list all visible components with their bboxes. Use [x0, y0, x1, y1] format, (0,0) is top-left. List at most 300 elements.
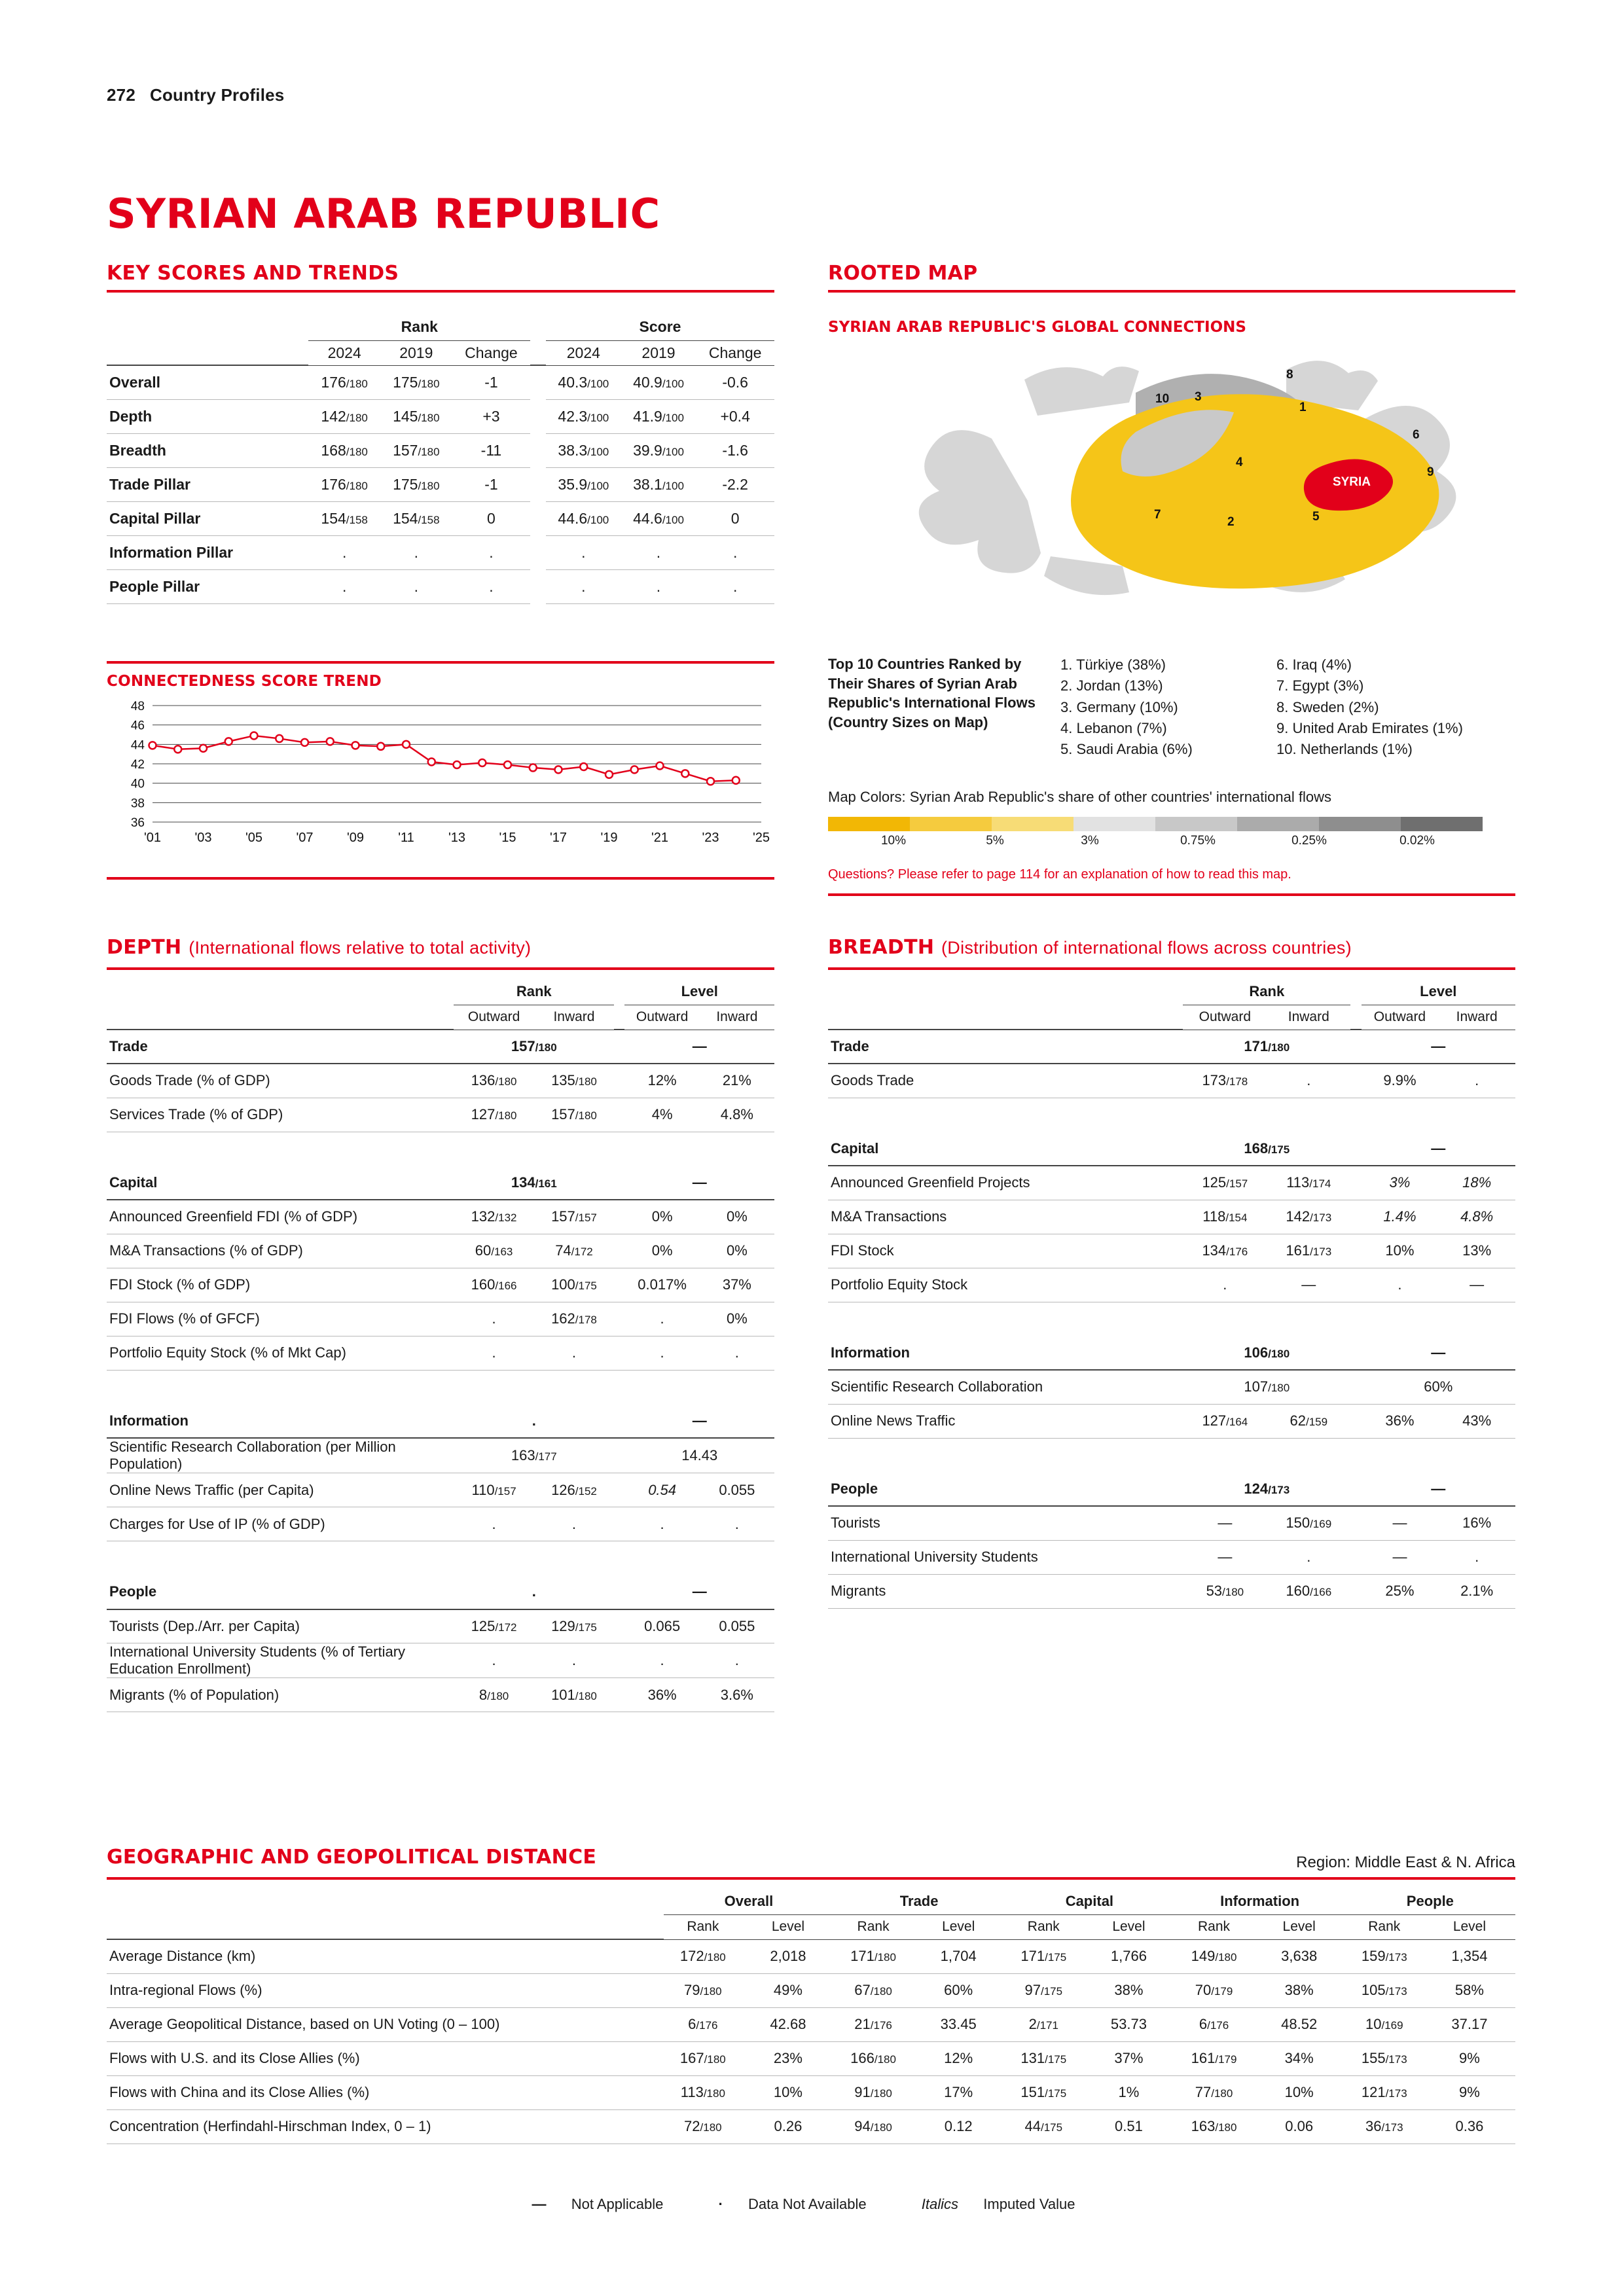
rank-inward: 160/166: [1267, 1574, 1350, 1608]
row-label: Goods Trade: [828, 1064, 1183, 1098]
table-group-row: [107, 1030, 774, 1064]
svg-text:36: 36: [130, 816, 145, 830]
rank-2024: .: [308, 569, 380, 603]
geo-rank: 155/173: [1345, 2041, 1424, 2075]
svg-text:'21: '21: [651, 831, 669, 845]
score-2019: .: [621, 569, 696, 603]
geo-level: 0.12: [912, 2109, 1004, 2144]
rank-2019: 154/158: [380, 501, 452, 535]
group-label: Trade: [107, 1030, 454, 1064]
score-2019: 44.6/100: [621, 501, 696, 535]
geo-subcol-level: Level: [1424, 1914, 1515, 1939]
row-label: Concentration (Herfindahl-Hirschman Index, 0 – 1): [107, 2109, 664, 2144]
map-ranked-item: 6. Iraq (4%): [1276, 656, 1352, 673]
geo-level: 1,704: [912, 1939, 1004, 1973]
level-inward: 2.1%: [1438, 1574, 1515, 1608]
row-label: Scientific Research Collaboration (per Million Population): [107, 1438, 454, 1473]
section-depth: [107, 936, 531, 959]
geo-rank: 10/169: [1345, 2007, 1424, 2041]
rank-outward: 160/166: [454, 1268, 533, 1302]
rank-inward: 142/173: [1267, 1200, 1350, 1234]
map-num-2: 2: [1227, 515, 1235, 529]
rank-inward: .: [1267, 1064, 1350, 1098]
score-2024: 38.3/100: [546, 433, 621, 467]
rank-outward: 125/172: [454, 1609, 533, 1643]
map-ranked-item: 3. Germany (10%): [1060, 698, 1178, 715]
score-2019: .: [621, 535, 696, 569]
geo-rank: 79/180: [664, 1973, 742, 2007]
svg-text:'05: '05: [245, 831, 263, 845]
breadth-sublabel: (Distribution of international flows across countries): [941, 938, 1352, 958]
row-label: International University Students: [828, 1540, 1183, 1574]
geo-level: 53.73: [1083, 2007, 1174, 2041]
rank-2019: .: [380, 569, 452, 603]
map-subtitle: SYRIAN ARAB REPUBLIC'S GLOBAL CONNECTIONS: [828, 319, 1246, 336]
rank-2019: 175/180: [380, 467, 452, 501]
group-label: Capital: [107, 1166, 454, 1200]
level-outward: 12%: [624, 1064, 699, 1098]
rank-inward: 74/172: [534, 1234, 614, 1268]
page-header: [107, 85, 284, 105]
svg-text:'07: '07: [296, 831, 314, 845]
col-score-2019: 2019: [621, 340, 696, 365]
map-num-3: 3: [1195, 390, 1202, 404]
svg-text:'11: '11: [398, 831, 414, 845]
score-2024: 40.3/100: [546, 365, 621, 399]
row-label: Announced Greenfield Projects: [828, 1166, 1183, 1200]
group-label: Trade: [828, 1030, 1183, 1064]
geo-group-people: People: [1345, 1888, 1515, 1914]
group-level: —: [624, 1575, 774, 1609]
svg-text:'17: '17: [549, 831, 568, 845]
geo-level: 58%: [1424, 1973, 1515, 2007]
level-outward: 0.54: [624, 1473, 699, 1507]
table-row: [107, 433, 774, 467]
score-2024: .: [546, 535, 621, 569]
geo-rank: 171/175: [1004, 1939, 1083, 1973]
rank-inward: 100/175: [534, 1268, 614, 1302]
row-label: Online News Traffic (per Capita): [107, 1473, 454, 1507]
table-row: [107, 1678, 774, 1712]
geo-level: 0.26: [742, 2109, 834, 2144]
rank-change: -1: [452, 365, 531, 399]
rank-outward: 125/157: [1183, 1166, 1267, 1200]
level-inward: 3.6%: [700, 1678, 774, 1712]
level-inward: 16%: [1438, 1506, 1515, 1540]
group-label: Information: [107, 1404, 454, 1438]
group-label: People: [828, 1472, 1183, 1506]
level-inward: 0%: [700, 1234, 774, 1268]
group-rank: .: [454, 1575, 614, 1609]
row-label: Tourists (Dep./Arr. per Capita): [107, 1609, 454, 1643]
geo-subcol-level: Level: [742, 1914, 834, 1939]
score-2024: .: [546, 569, 621, 603]
group-level: —: [624, 1030, 774, 1064]
geo-level: 0.06: [1254, 2109, 1345, 2144]
table-row: [107, 1336, 774, 1370]
geo-level: 60%: [912, 1973, 1004, 2007]
geo-rank: 149/180: [1174, 1939, 1253, 1973]
map-scale-label: 10%: [880, 834, 907, 848]
row-label: Charges for Use of IP (% of GDP): [107, 1507, 454, 1541]
row-label: Migrants (% of Population): [107, 1678, 454, 1712]
score-2024: 42.3/100: [546, 399, 621, 433]
rank-value: 107/180: [1183, 1370, 1350, 1404]
group-score: Score: [546, 314, 774, 340]
table-row: [107, 1973, 1515, 2007]
geo-rank: 166/180: [834, 2041, 912, 2075]
page-title: SYRIAN ARAB REPUBLIC: [107, 190, 660, 238]
rank-inward: .: [534, 1643, 614, 1678]
table-group-header-row: [107, 314, 774, 340]
level-inward: 0%: [700, 1302, 774, 1336]
geo-level: 17%: [912, 2075, 1004, 2109]
table-row: [107, 2075, 1515, 2109]
group-rank: 157/180: [454, 1030, 614, 1064]
table-group-row: [828, 1132, 1515, 1166]
table-group-row: [828, 1336, 1515, 1370]
rule-depth: [107, 967, 774, 970]
rank-outward: 127/180: [454, 1098, 533, 1132]
level-value: 14.43: [624, 1438, 774, 1473]
key-scores-table: [107, 314, 774, 604]
rule-key-scores: [107, 290, 774, 293]
row-label: Flows with China and its Close Allies (%): [107, 2075, 664, 2109]
table-row: [107, 1473, 774, 1507]
rank-inward: —: [1267, 1268, 1350, 1302]
row-label: Average Geopolitical Distance, based on UN Voting (0 – 100): [107, 2007, 664, 2041]
level-outward: .: [1362, 1268, 1439, 1302]
row-label: Online News Traffic: [828, 1404, 1183, 1438]
breadth-col-rank-outward: Outward: [1183, 1005, 1267, 1030]
legend-not-applicable: — Not Applicable: [532, 2196, 664, 2212]
col-score-change: Change: [696, 340, 774, 365]
table-row: [107, 399, 774, 433]
table-group-row: [828, 1472, 1515, 1506]
svg-text:'01: '01: [143, 831, 162, 845]
connectedness-trend-chart: [107, 661, 774, 857]
rank-value: 163/177: [454, 1438, 614, 1473]
rank-outward: 173/178: [1183, 1064, 1267, 1098]
geo-rank: 36/173: [1345, 2109, 1424, 2144]
svg-text:44: 44: [130, 738, 145, 753]
group-rank: 124/173: [1183, 1472, 1350, 1506]
geo-rank: 171/180: [834, 1939, 912, 1973]
svg-text:'15: '15: [499, 831, 516, 845]
rank-outward: 134/176: [1183, 1234, 1267, 1268]
geo-rank: 151/175: [1004, 2075, 1083, 2109]
rank-2024: 142/180: [308, 399, 380, 433]
rank-outward: .: [1183, 1268, 1267, 1302]
level-inward: 0.055: [700, 1609, 774, 1643]
level-outward: 4%: [624, 1098, 699, 1132]
map-num-6: 6: [1413, 428, 1420, 442]
svg-text:'23: '23: [702, 831, 719, 845]
depth-col-rank-inward: Inward: [534, 1005, 614, 1030]
table-row: [828, 1166, 1515, 1200]
table-row: [107, 1609, 774, 1643]
rank-2019: 145/180: [380, 399, 452, 433]
rooted-map-graphic: [828, 340, 1515, 622]
map-ranked-item: 1. Türkiye (38%): [1060, 656, 1166, 673]
breadth-col-rank-inward: Inward: [1267, 1005, 1350, 1030]
level-value: 60%: [1362, 1370, 1515, 1404]
row-label: Average Distance (km): [107, 1939, 664, 1973]
legend-data-not-available: · Data Not Available: [718, 2196, 867, 2212]
rank-2019: 175/180: [380, 365, 452, 399]
map-color-scale: [828, 817, 1483, 850]
rule-geo: [107, 1877, 1515, 1880]
section-rooted-map: ROOTED MAP: [828, 262, 978, 285]
rank-outward: .: [454, 1302, 533, 1336]
level-inward: 21%: [700, 1064, 774, 1098]
map-scale-label: 0.75%: [1180, 834, 1216, 848]
map-scale-label: 0.02%: [1399, 834, 1435, 848]
rank-inward: 162/178: [534, 1302, 614, 1336]
header-section: Country Profiles: [149, 85, 285, 105]
rank-2024: .: [308, 535, 380, 569]
geo-group-header-row: [107, 1888, 1515, 1914]
depth-group-rank: Rank: [454, 978, 614, 1005]
level-inward: 43%: [1438, 1404, 1515, 1438]
rank-inward: 113/174: [1267, 1166, 1350, 1200]
geo-rank: 97/175: [1004, 1973, 1083, 2007]
group-rank: Rank: [308, 314, 530, 340]
map-ranked-item: 10. Netherlands (1%): [1276, 741, 1413, 758]
level-outward: 0.017%: [624, 1268, 699, 1302]
rank-outward: 118/154: [1183, 1200, 1267, 1234]
rank-inward: .: [534, 1507, 614, 1541]
region-note: Region: Middle East & N. Africa: [1296, 1854, 1515, 1871]
row-label: Goods Trade (% of GDP): [107, 1064, 454, 1098]
group-rank: .: [454, 1404, 614, 1438]
depth-col-level-inward: Inward: [700, 1005, 774, 1030]
geo-subcol-level: Level: [1083, 1914, 1174, 1939]
geo-level: 0.51: [1083, 2109, 1174, 2144]
rank-outward: 8/180: [454, 1678, 533, 1712]
geo-level: 1%: [1083, 2075, 1174, 2109]
rank-inward: 126/152: [534, 1473, 614, 1507]
breadth-group-rank: Rank: [1183, 978, 1350, 1005]
map-ranked-item: 4. Lebanon (7%): [1060, 719, 1167, 736]
rank-2024: 176/180: [308, 467, 380, 501]
map-num-8: 8: [1286, 368, 1293, 382]
rank-inward: 157/157: [534, 1200, 614, 1234]
map-scale-labels: [828, 831, 1483, 850]
col-rank-2024: 2024: [308, 340, 380, 365]
row-label: FDI Flows (% of GFCF): [107, 1302, 454, 1336]
level-inward: 4.8%: [1438, 1200, 1515, 1234]
group-rank: 171/180: [1183, 1030, 1350, 1064]
geo-rank: 70/179: [1174, 1973, 1253, 2007]
level-inward: 0.055: [700, 1473, 774, 1507]
table-row: [107, 1234, 774, 1268]
rank-outward: —: [1183, 1540, 1267, 1574]
geo-level: 37%: [1083, 2041, 1174, 2075]
geo-rank: 161/179: [1174, 2041, 1253, 2075]
level-inward: .: [700, 1643, 774, 1678]
table-row: [107, 2041, 1515, 2075]
geo-group-trade: Trade: [834, 1888, 1004, 1914]
geo-subcol-rank: Rank: [1345, 1914, 1424, 1939]
section-geo: GEOGRAPHIC AND GEOPOLITICAL DISTANCE: [107, 1846, 597, 1869]
map-ranked-item: 2. Jordan (13%): [1060, 677, 1163, 694]
table-group-row: [828, 1030, 1515, 1064]
row-label: Services Trade (% of GDP): [107, 1098, 454, 1132]
score-change: -0.6: [696, 365, 774, 399]
map-num-4: 4: [1236, 456, 1243, 469]
rank-inward: 161/173: [1267, 1234, 1350, 1268]
table-row: [107, 1268, 774, 1302]
rank-outward: 60/163: [454, 1234, 533, 1268]
map-ranked-item: 9. United Arab Emirates (1%): [1276, 719, 1463, 736]
rank-outward: .: [454, 1336, 533, 1370]
row-label: Capital Pillar: [107, 501, 308, 535]
table-row: [828, 1574, 1515, 1608]
geo-subcol-rank: Rank: [1174, 1914, 1253, 1939]
table-row: [107, 365, 774, 399]
map-num-1: 1: [1299, 401, 1307, 414]
geo-rank: 167/180: [664, 2041, 742, 2075]
table-row: [107, 1939, 1515, 1973]
rank-inward: .: [534, 1336, 614, 1370]
geo-rank: 6/176: [1174, 2007, 1253, 2041]
geo-level: 1,354: [1424, 1939, 1515, 1973]
geo-group-information: Information: [1174, 1888, 1344, 1914]
geo-rank: 6/176: [664, 2007, 742, 2041]
map-ranked-right-list: [1276, 655, 1519, 761]
breadth-label: BREADTH: [828, 936, 935, 959]
score-change: -1.6: [696, 433, 774, 467]
geo-subcol-level: Level: [1254, 1914, 1345, 1939]
table-row: [828, 1370, 1515, 1404]
rank-outward: 136/180: [454, 1064, 533, 1098]
row-label: Information Pillar: [107, 535, 308, 569]
geo-rank: 77/180: [1174, 2075, 1253, 2109]
level-outward: 3%: [1362, 1166, 1439, 1200]
map-color-strip: [828, 817, 1483, 831]
level-inward: .: [1438, 1064, 1515, 1098]
rank-2019: .: [380, 535, 452, 569]
geo-group-capital: Capital: [1004, 1888, 1174, 1914]
map-ranked-title: Top 10 Countries Ranked by Their Shares of Syrian Arab Republic's International Flows (Country Sizes on Map): [828, 656, 1036, 731]
geo-level: 23%: [742, 2041, 834, 2075]
level-outward: 0.065: [624, 1609, 699, 1643]
table-row: [107, 1302, 774, 1336]
rank-inward: .: [1267, 1540, 1350, 1574]
geo-level: 48.52: [1254, 2007, 1345, 2041]
row-label: Flows with U.S. and its Close Allies (%): [107, 2041, 664, 2075]
depth-group-level: Level: [624, 978, 774, 1005]
svg-text:42: 42: [130, 758, 145, 772]
section-breadth: [828, 936, 1352, 959]
group-rank: 134/161: [454, 1166, 614, 1200]
spacer-row: [107, 1132, 774, 1166]
rank-outward: 127/164: [1183, 1404, 1267, 1438]
map-num-5: 5: [1312, 510, 1320, 524]
breadth-col-level-outward: Outward: [1362, 1005, 1439, 1030]
level-outward: .: [624, 1507, 699, 1541]
geo-level: 10%: [742, 2075, 834, 2109]
level-inward: .: [1438, 1540, 1515, 1574]
table-row: [107, 501, 774, 535]
spacer-row: [828, 1302, 1515, 1336]
geo-rank: 44/175: [1004, 2109, 1083, 2144]
group-rank: 168/175: [1183, 1132, 1350, 1166]
map-ranked-left-list: [1060, 655, 1276, 761]
table-row: [828, 1234, 1515, 1268]
spacer-row: [107, 1370, 774, 1404]
depth-table: [107, 978, 774, 1712]
level-inward: 4.8%: [700, 1098, 774, 1132]
score-2019: 41.9/100: [621, 399, 696, 433]
geo-table: [107, 1888, 1515, 2144]
table-group-row: [107, 1404, 774, 1438]
col-rank-change: Change: [452, 340, 531, 365]
level-inward: .: [700, 1507, 774, 1541]
level-outward: 36%: [624, 1678, 699, 1712]
group-level: —: [1362, 1132, 1515, 1166]
level-inward: —: [1438, 1268, 1515, 1302]
row-label: International University Students (% of Tertiary Education Enrollment): [107, 1643, 454, 1678]
level-inward: .: [700, 1336, 774, 1370]
rule-map-bottom: [828, 893, 1515, 896]
level-outward: 10%: [1362, 1234, 1439, 1268]
geo-level: 12%: [912, 2041, 1004, 2075]
row-label: Overall: [107, 365, 308, 399]
table-group-row: [107, 1575, 774, 1609]
level-outward: 1.4%: [1362, 1200, 1439, 1234]
score-2024: 44.6/100: [546, 501, 621, 535]
group-level: —: [1362, 1030, 1515, 1064]
geo-rank: 131/175: [1004, 2041, 1083, 2075]
rank-inward: 62/159: [1267, 1404, 1350, 1438]
geo-level: 2,018: [742, 1939, 834, 1973]
group-level: —: [1362, 1472, 1515, 1506]
score-change: .: [696, 535, 774, 569]
geo-level: 10%: [1254, 2075, 1345, 2109]
geo-rank: 163/180: [1174, 2109, 1253, 2144]
breadth-group-level: Level: [1362, 978, 1515, 1005]
table-row: [828, 1540, 1515, 1574]
rank-change: 0: [452, 501, 531, 535]
rank-outward: 53/180: [1183, 1574, 1267, 1608]
table-row: [107, 1098, 774, 1132]
level-inward: 37%: [700, 1268, 774, 1302]
level-inward: 13%: [1438, 1234, 1515, 1268]
depth-group-header-row: [107, 978, 774, 1005]
group-level: —: [624, 1404, 774, 1438]
legend-imputed: Italics Imputed Value: [921, 2196, 1075, 2212]
depth-label: DEPTH: [107, 936, 182, 959]
rank-outward: 132/132: [454, 1200, 533, 1234]
geo-level: 1,766: [1083, 1939, 1174, 1973]
table-row: [107, 1507, 774, 1541]
svg-text:48: 48: [130, 700, 145, 713]
rank-2024: 154/158: [308, 501, 380, 535]
rank-inward: 150/169: [1267, 1506, 1350, 1540]
geo-rank: 67/180: [834, 1973, 912, 2007]
row-label: Announced Greenfield FDI (% of GDP): [107, 1200, 454, 1234]
level-outward: .: [624, 1336, 699, 1370]
breadth-sub-header-row: [828, 1005, 1515, 1030]
map-country-label: SYRIA: [1332, 475, 1371, 489]
section-key-scores: KEY SCORES AND TRENDS: [107, 262, 399, 285]
geo-rank: 91/180: [834, 2075, 912, 2109]
geo-level: 38%: [1083, 1973, 1174, 2007]
breadth-col-level-inward: Inward: [1438, 1005, 1515, 1030]
map-question-note: Questions? Please refer to page 114 for an explanation of how to read this map.: [828, 867, 1291, 882]
